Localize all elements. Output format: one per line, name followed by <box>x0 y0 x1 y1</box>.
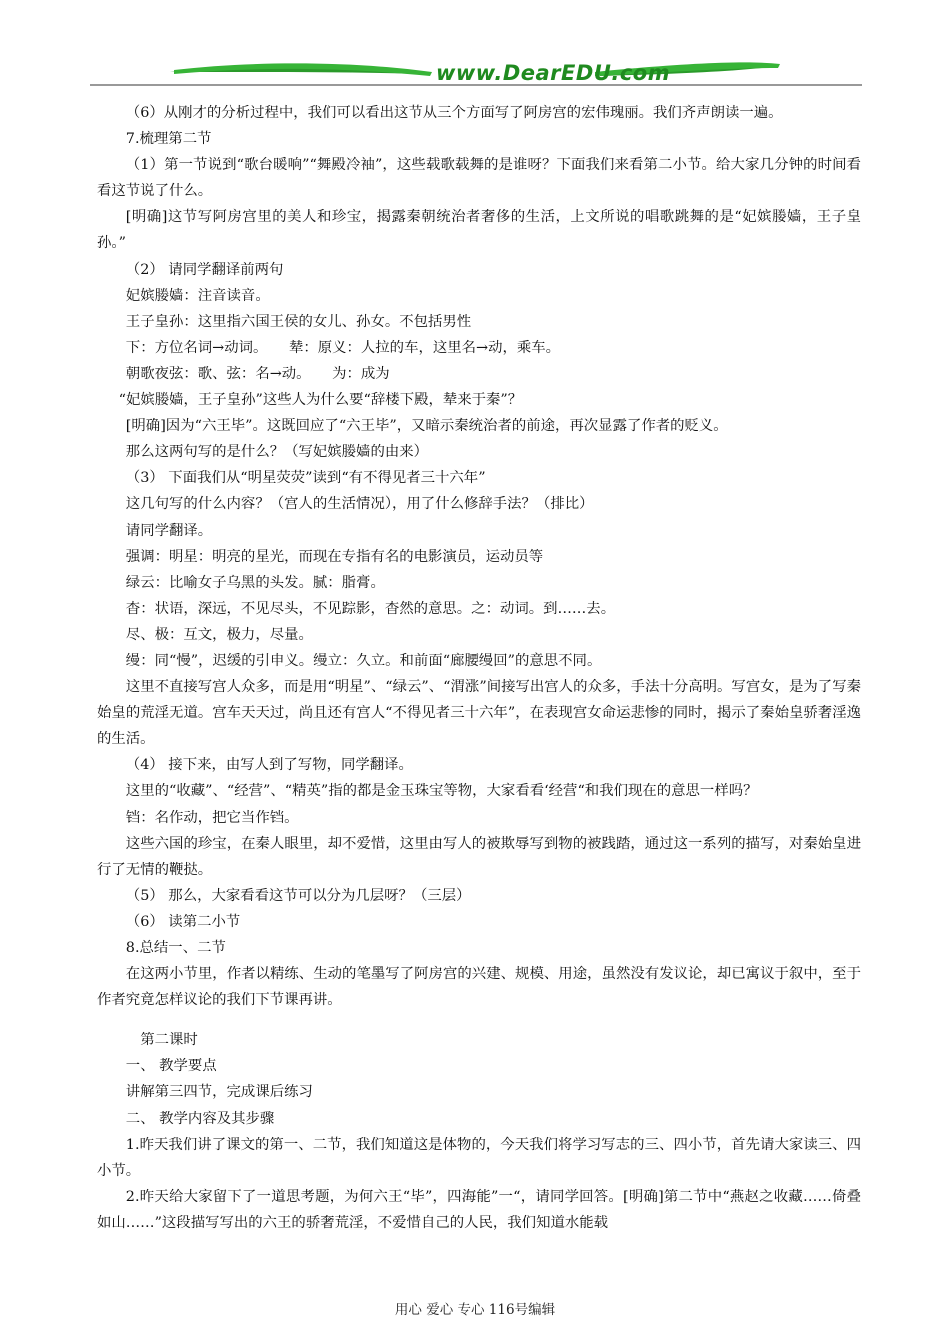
paragraph: （2） 请同学翻译前两句 <box>125 261 284 278</box>
site-logo[interactable]: www.DearEDU.com <box>436 61 671 85</box>
page-header <box>90 58 862 90</box>
paragraph: [明确]因为“六王毕”。这既回应了“六王毕”，又暗示秦统治者的前途，再次显露了作者的贬义。 <box>125 418 728 435</box>
paragraph: 在这两小节里，作者以精练、生动的笔墨写了阿房宫的兴建、规模、用途，虽然没有发议论，却已寓议于叙中，至于作者究竟怎样议论的我们下节课再讲。 <box>97 966 861 1009</box>
paragraph: （6） 读第二小节 <box>125 913 241 930</box>
paragraph: （6）从刚才的分析过程中，我们可以看出这节从三个方面写了阿房宫的宏伟瑰丽。我们齐声朗读一遍。 <box>125 105 783 121</box>
paragraph: 一、 教学要点 <box>125 1058 217 1075</box>
paragraph: “妃嫔媵嫱，王子皇孙”这些人为什么要“辞楼下殿，辇来于秦”？ <box>118 392 523 409</box>
page-footer: 用心 爱心 专心 116号编辑 <box>394 1302 556 1318</box>
paragraph: 这几句写的什么内容？（宫人的生活情况），用了什么修辞手法？（排比） <box>125 496 594 513</box>
paragraph: （5） 那么，大家看看这节可以分为几层呀？（三层） <box>125 887 471 904</box>
paragraph: （1）第一节说到“歌台暖响”“舞殿冷袖”，这些载歌载舞的是谁呀？下面我们来看第二小节。给大家几分钟的时间看看这节说了什么。 <box>97 157 861 200</box>
spacer <box>97 1013 861 1027</box>
paragraph: 铛：名作动，把它当作铛。 <box>125 809 299 826</box>
paragraph: 讲解第三四节，完成课后练习 <box>125 1084 313 1101</box>
section-heading: 8.总结一、二节 <box>125 940 226 956</box>
paragraph: 尽、极：互文，极力，尽量。 <box>125 626 313 643</box>
paragraph: 强调：明星：明亮的星光，而现在专指有名的电影演员，运动员等 <box>125 548 544 565</box>
paragraph: 那么这两句写的是什么？（写妃嫔媵嫱的由来） <box>125 444 429 461</box>
paragraph: 这些六国的珍宝，在秦人眼里，却不爱惜，这里由写人的被欺辱写到物的被践踏，通过这一系列的描写，对秦始皇进行了无情的鞭挞。 <box>97 835 861 878</box>
paragraph: 二、 教学内容及其步骤 <box>125 1110 275 1127</box>
paragraph: 下：方位名词→动词。 辇：原义：人拉的车，这里名→动，乘车。 <box>125 339 561 356</box>
paragraph: 这里的“收藏”、“经营”、“精英”指的都是金玉珠宝等物，大家看看‘经营“和我们现在的意思一样吗？ <box>125 783 758 800</box>
paragraph: [明确]这节写阿房宫里的美人和珍宝，揭露秦朝统治者奢侈的生活，上文所说的唱歌跳舞的是“妃嫔媵嫱，王子皇孙。” <box>97 209 861 252</box>
paragraph: 绿云：比喻女子乌黑的头发。腻：脂膏。 <box>125 574 385 591</box>
paragraph: 王子皇孙：这里指六国王侯的女儿、孙女。不包括男性 <box>125 313 472 330</box>
paragraph: 缦：同“慢”，迟缓的引申义。缦立：久立。和前面“廊腰缦回”的意思不同。 <box>125 652 602 669</box>
paragraph: 2.昨天给大家留下了一道思考题，为何六王“毕”，四海能”一“，请同学回答。[明确]第二节中“燕赵之收藏……倚叠如山……”这段描写写出的六王的骄奢荒淫，不爱惜自己的人民，我们知道水能载 <box>97 1188 861 1231</box>
section-heading: 7.梳理第二节 <box>125 131 212 148</box>
paragraph: 1.昨天我们讲了课文的第一、二节，我们知道这是体物的，今天我们将学习写志的三、四小节，首先请大家读三、四小节。 <box>97 1136 861 1179</box>
paragraph: （3） 下面我们从“明星荧荧”读到“有不得见者三十六年” <box>125 470 486 487</box>
paragraph: 杳：状语，深远，不见尽头，不见踪影，杳然的意思。之：动词。到……去。 <box>125 600 616 617</box>
paragraph: 妃嫔媵嫱：注音读音。 <box>125 287 270 304</box>
lesson-title: 第二课时 <box>140 1032 198 1049</box>
paragraph: 请同学翻译。 <box>125 522 213 539</box>
paragraph: （4） 接下来，由写人到了写物，同学翻译。 <box>125 757 413 774</box>
paragraph: 这里不直接写宫人众多，而是用“明星”、“绿云”、“渭涨”间接写出宫人的众多，手法十分高明。写宫女，是为了写秦始皇的荒淫无道。宫车天天过，尚且还有宫人“不得见者三十六年”，在表现宫女命运悲惨的同时，揭示了秦始皇骄奢淫逸的生活。 <box>97 679 861 748</box>
paragraph: 朝歌夜弦：歌、弦：名→动。 为：成为 <box>125 365 390 382</box>
document-body <box>97 100 861 1236</box>
